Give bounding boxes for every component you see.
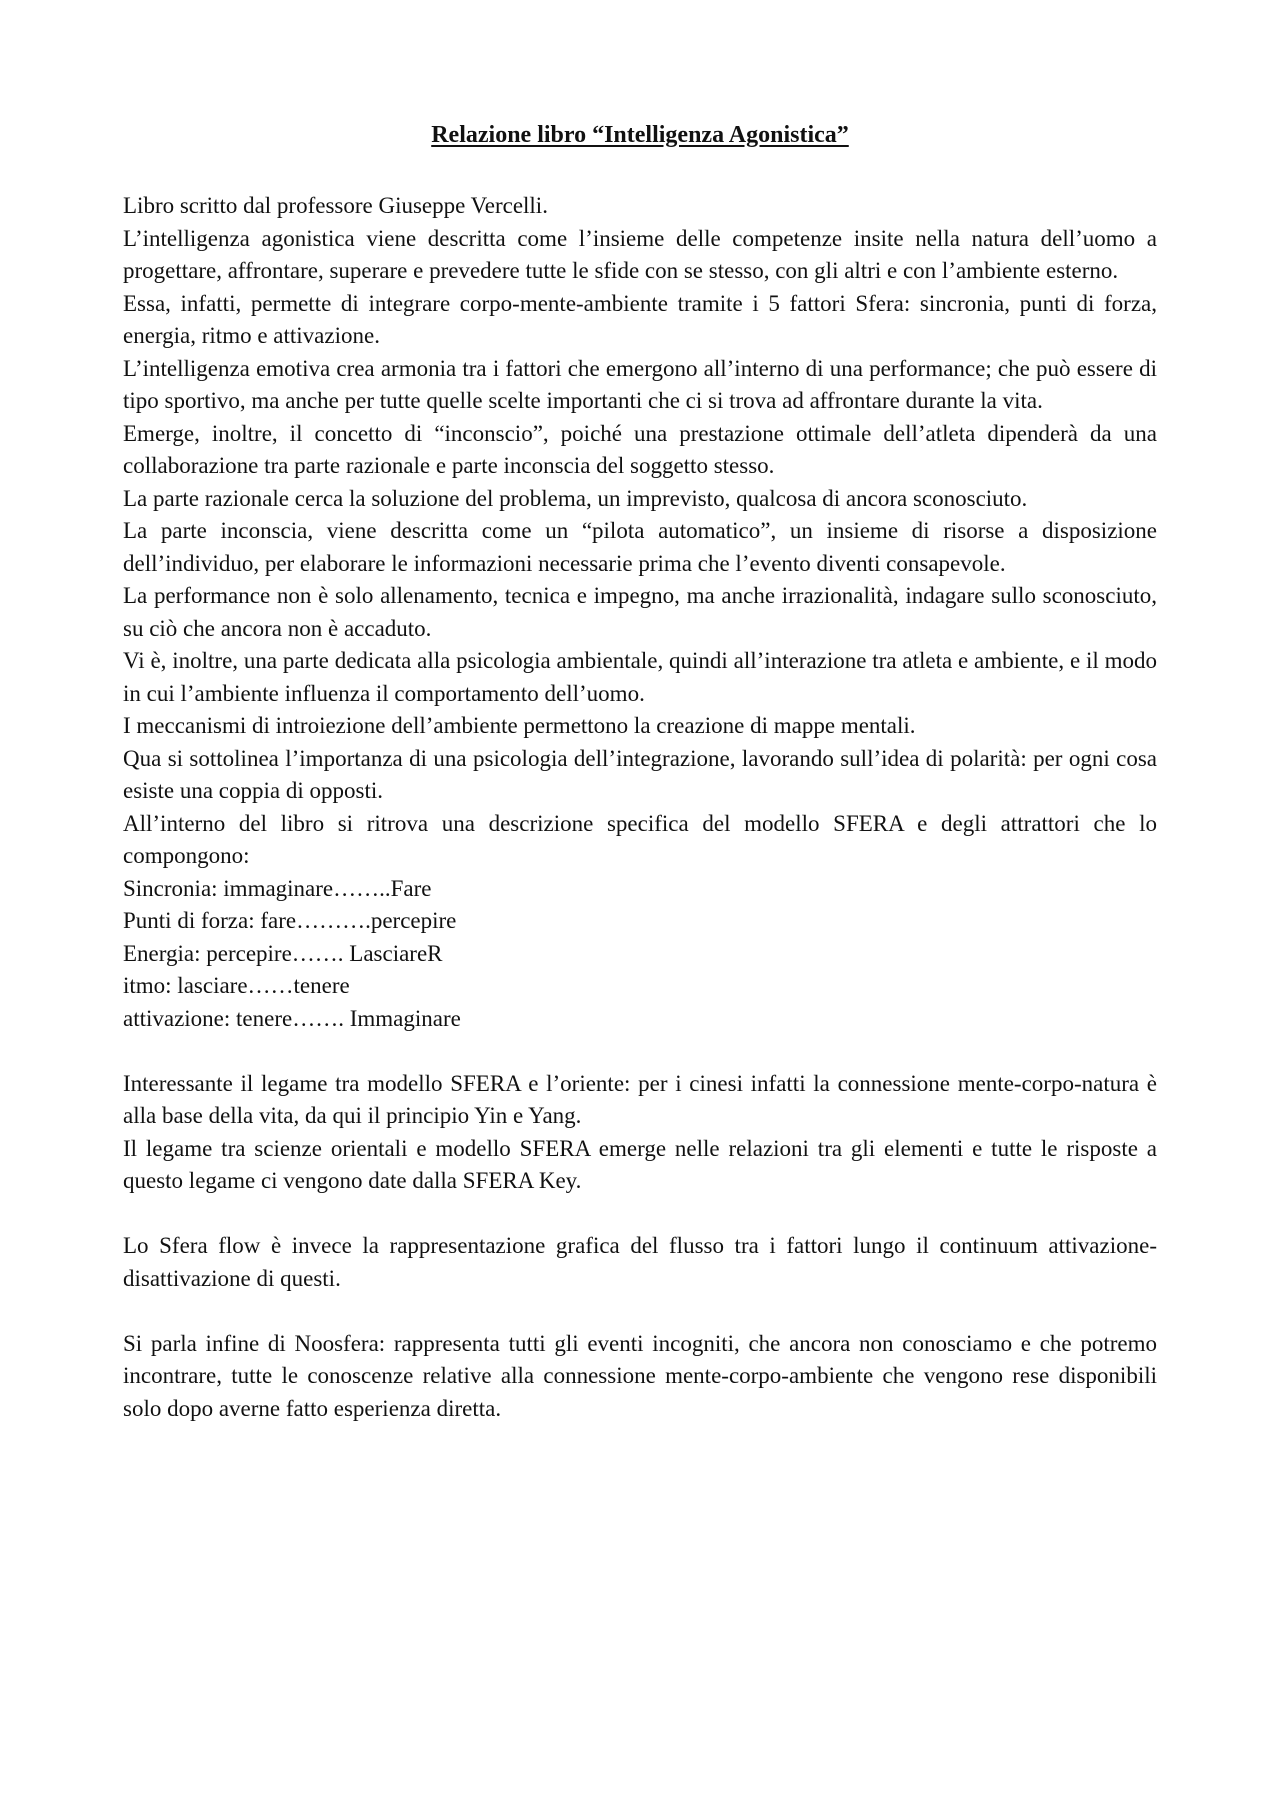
sfera-model-line: attivazione: tenere……. Immaginare <box>123 1005 461 1031</box>
paragraph: L’intelligenza agonistica viene descritta come l’insieme delle competenze insite nella natura dell’uomo a progettare, affrontare, superare e prevedere tutte le sfide con se stesso, con gli altri e con l’ambiente esterno. <box>123 225 1157 283</box>
paragraph: Il legame tra scienze orientali e modello SFERA emerge nelle relazioni tra gli elementi e tutte le risposte a questo legame ci vengono date dalla SFERA Key. <box>123 1135 1157 1193</box>
paragraph: L’intelligenza emotiva crea armonia tra i fattori che emergono all’interno di una performance; che può essere di tipo sportivo, ma anche per tutte quelle scelte importanti che ci si trova ad affrontare durante la vita. <box>123 355 1157 413</box>
paragraph: I meccanismi di introiezione dell’ambiente permettono la creazione di mappe mentali. <box>123 713 916 738</box>
sfera-model-line: Punti di forza: fare……….percepire <box>123 908 457 933</box>
paragraph: La performance non è solo allenamento, tecnica e impegno, ma anche irrazionalità, indagare sullo sconosciuto, su ciò che ancora non è accaduto. <box>123 583 1157 641</box>
paragraph-spacer <box>123 1295 1157 1328</box>
paragraph: Libro scritto dal professore Giuseppe Vercelli. <box>123 193 548 218</box>
paragraph-spacer <box>123 1035 1157 1068</box>
paragraph: Essa, infatti, permette di integrare corpo-mente-ambiente tramite i 5 fattori Sfera: sincronia, punti di forza, energia, ritmo e attivazione. <box>123 290 1157 348</box>
document-title: Relazione libro “Intelligenza Agonistica” <box>431 122 849 148</box>
sfera-model-line: Energia: percepire……. LasciareR <box>123 940 443 966</box>
paragraph-spacer <box>123 1198 1157 1231</box>
paragraph: Vi è, inoltre, una parte dedicata alla psicologia ambientale, quindi all’interazione tra atleta e ambiente, e il modo in cui l’ambiente influenza il comportamento dell’uomo. <box>123 648 1157 706</box>
paragraph: La parte razionale cerca la soluzione del problema, un imprevisto, qualcosa di ancora sconosciuto. <box>123 485 1028 511</box>
sfera-model-line: Sincronia: immaginare……..Fare <box>123 875 432 901</box>
paragraph: Si parla infine di Noosfera: rappresenta tutti gli eventi incogniti, che ancora non conosciamo e che potremo incontrare, tutte le conoscenze relative alla connessione mente-corpo-ambiente che vengono rese disponibili solo dopo averne fatto esperienza diretta. <box>123 1330 1157 1421</box>
paragraph: All’interno del libro si ritrova una descrizione specifica del modello SFERA e degli attrattori che lo compongono: <box>123 810 1157 868</box>
paragraph: La parte inconscia, viene descritta come un “pilota automatico”, un insieme di risorse a disposizione dell’individuo, per elaborare le informazioni necessarie prima che l’evento diventi consapevole. <box>123 518 1157 576</box>
paragraph: Interessante il legame tra modello SFERA e l’oriente: per i cinesi infatti la connessione mente-corpo-natura è alla base della vita, da qui il principio Yin e Yang. <box>123 1070 1157 1128</box>
sfera-model-line: itmo: lasciare……tenere <box>123 973 350 998</box>
document-body <box>123 190 1157 1425</box>
paragraph: Lo Sfera flow è invece la rappresentazione grafica del flusso tra i fattori lungo il continuum attivazione-disattivazione di questi. <box>123 1233 1157 1291</box>
paragraph: Qua si sottolinea l’importanza di una psicologia dell’integrazione, lavorando sull’idea di polarità: per ogni cosa esiste una coppia di opposti. <box>123 745 1157 803</box>
paragraph: Emerge, inoltre, il concetto di “inconscio”, poiché una prestazione ottimale dell’atleta dipenderà da una collaborazione tra parte razionale e parte inconscia del soggetto stesso. <box>123 420 1157 478</box>
